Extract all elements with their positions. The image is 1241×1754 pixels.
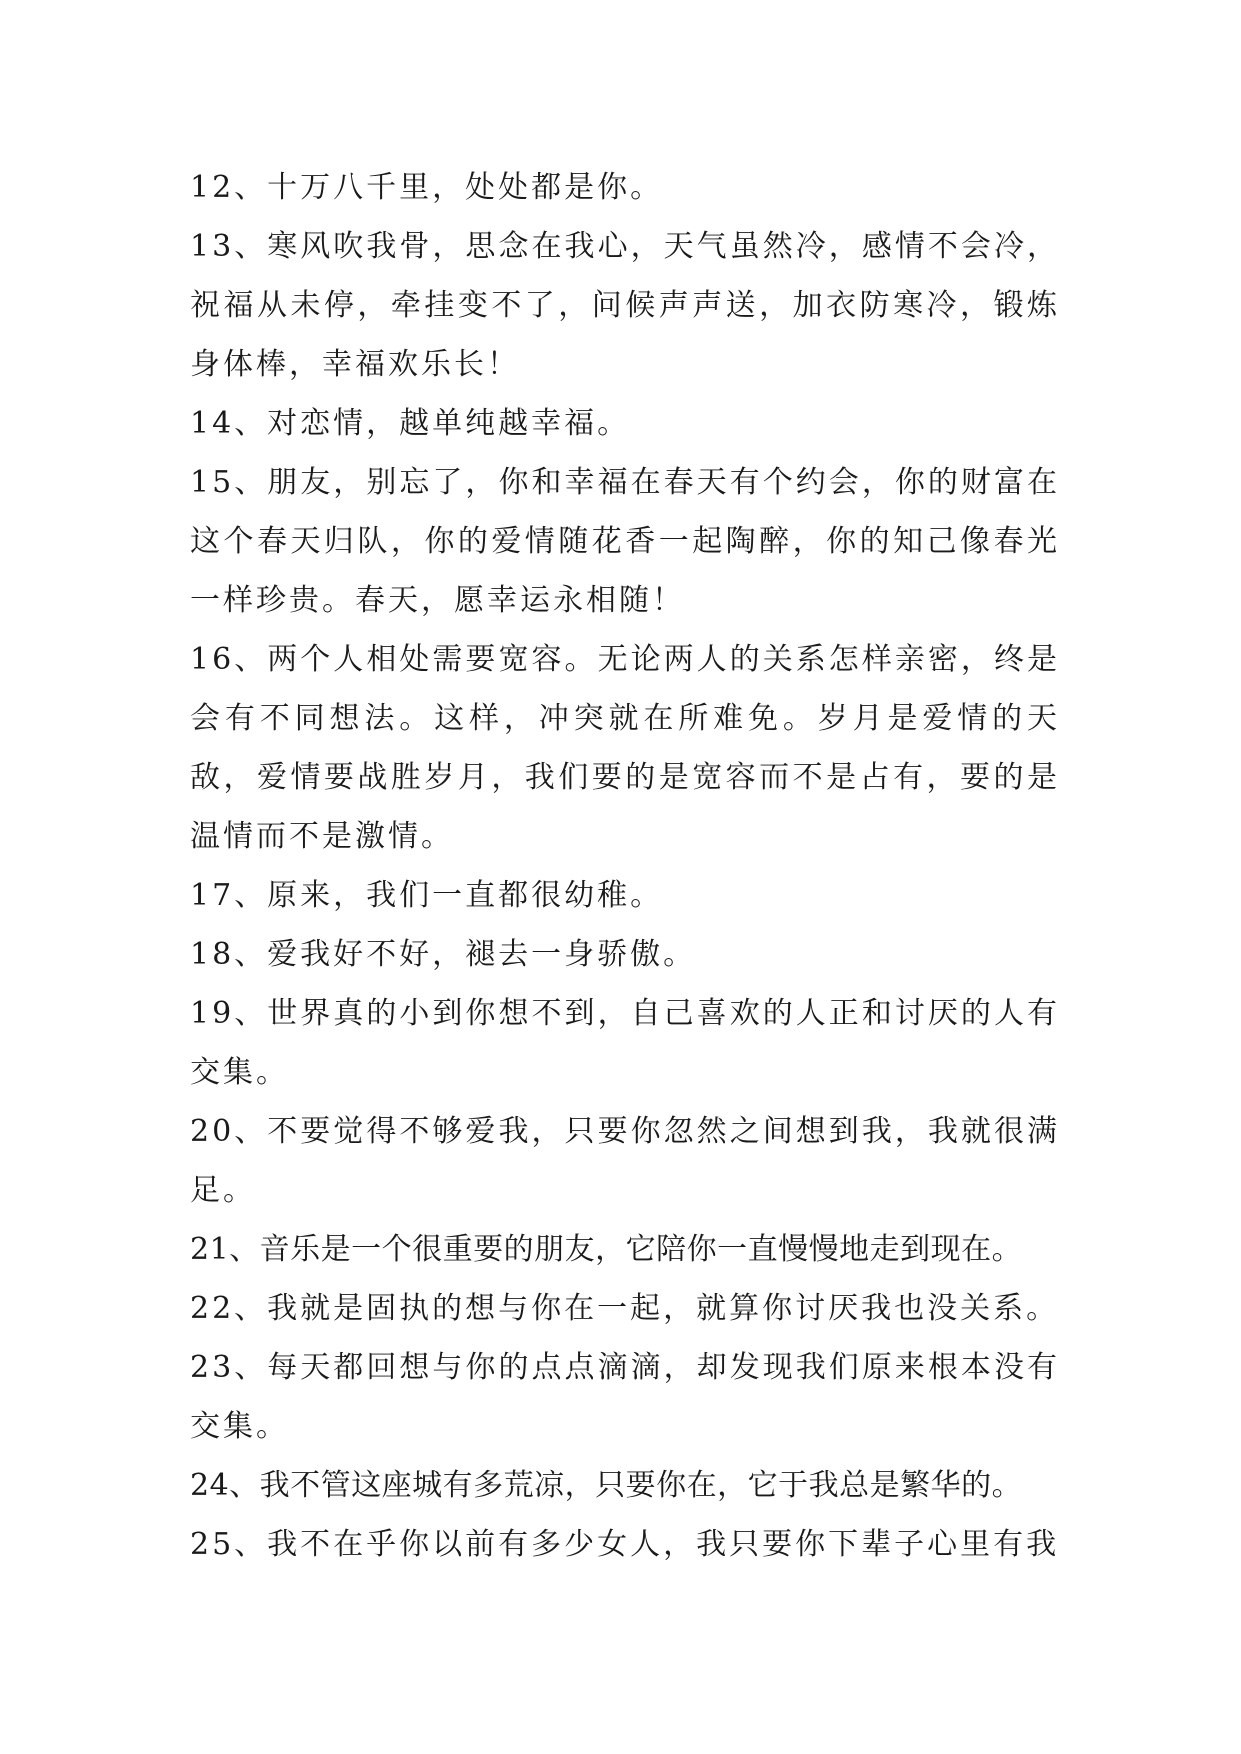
paragraph-15: 15、朋友，别忘了，你和幸福在春天有个约会，你的财富在这个春天归队，你的爱情随花香一起陶醉，你的知己像春光一样珍贵。春天，愿幸运永相随！ <box>190 465 1060 618</box>
paragraph-19: 19、世界真的小到你想不到，自己喜欢的人正和讨厌的人有交集。 <box>190 996 1060 1090</box>
paragraph-20: 20、不要觉得不够爱我，只要你忽然之间想到我，我就很满足。 <box>190 1114 1060 1208</box>
paragraph-14: 14、对恋情，越单纯越幸福。 <box>190 406 631 441</box>
paragraph-17: 17、原来，我们一直都很幼稚。 <box>190 878 664 913</box>
paragraph-12: 12、十万八千里，处处都是你。 <box>190 170 664 205</box>
paragraph-24: 24、我不管这座城有多荒凉，只要你在，它于我总是繁华的。 <box>190 1468 1023 1503</box>
paragraph-13: 13、寒风吹我骨，思念在我心，天气虽然冷，感情不会冷，祝福从未停，牵挂变不了，问候声声送，加衣防寒冷，锻炼身体棒，幸福欢乐长！ <box>190 229 1060 382</box>
paragraph-22: 22、我就是固执的想与你在一起，就算你讨厌我也没关系。 <box>190 1291 1060 1326</box>
paragraph-25: 25、我不在乎你以前有多少女人，我只要你下辈子心里有我 <box>190 1527 1060 1562</box>
paragraph-18: 18、爱我好不好，褪去一身骄傲。 <box>190 937 697 972</box>
document-body <box>190 158 1060 1574</box>
paragraph-16: 16、两个人相处需要宽容。无论两人的关系怎样亲密，终是会有不同想法。这样，冲突就在所难免。岁月是爱情的天敌，爱情要战胜岁月，我们要的是宽容而不是占有，要的是温情而不是激情。 <box>190 642 1060 854</box>
paragraph-21: 21、音乐是一个很重要的朋友，它陪你一直慢慢地走到现在。 <box>190 1232 1023 1267</box>
paragraph-23: 23、每天都回想与你的点点滴滴，却发现我们原来根本没有交集。 <box>190 1350 1060 1444</box>
